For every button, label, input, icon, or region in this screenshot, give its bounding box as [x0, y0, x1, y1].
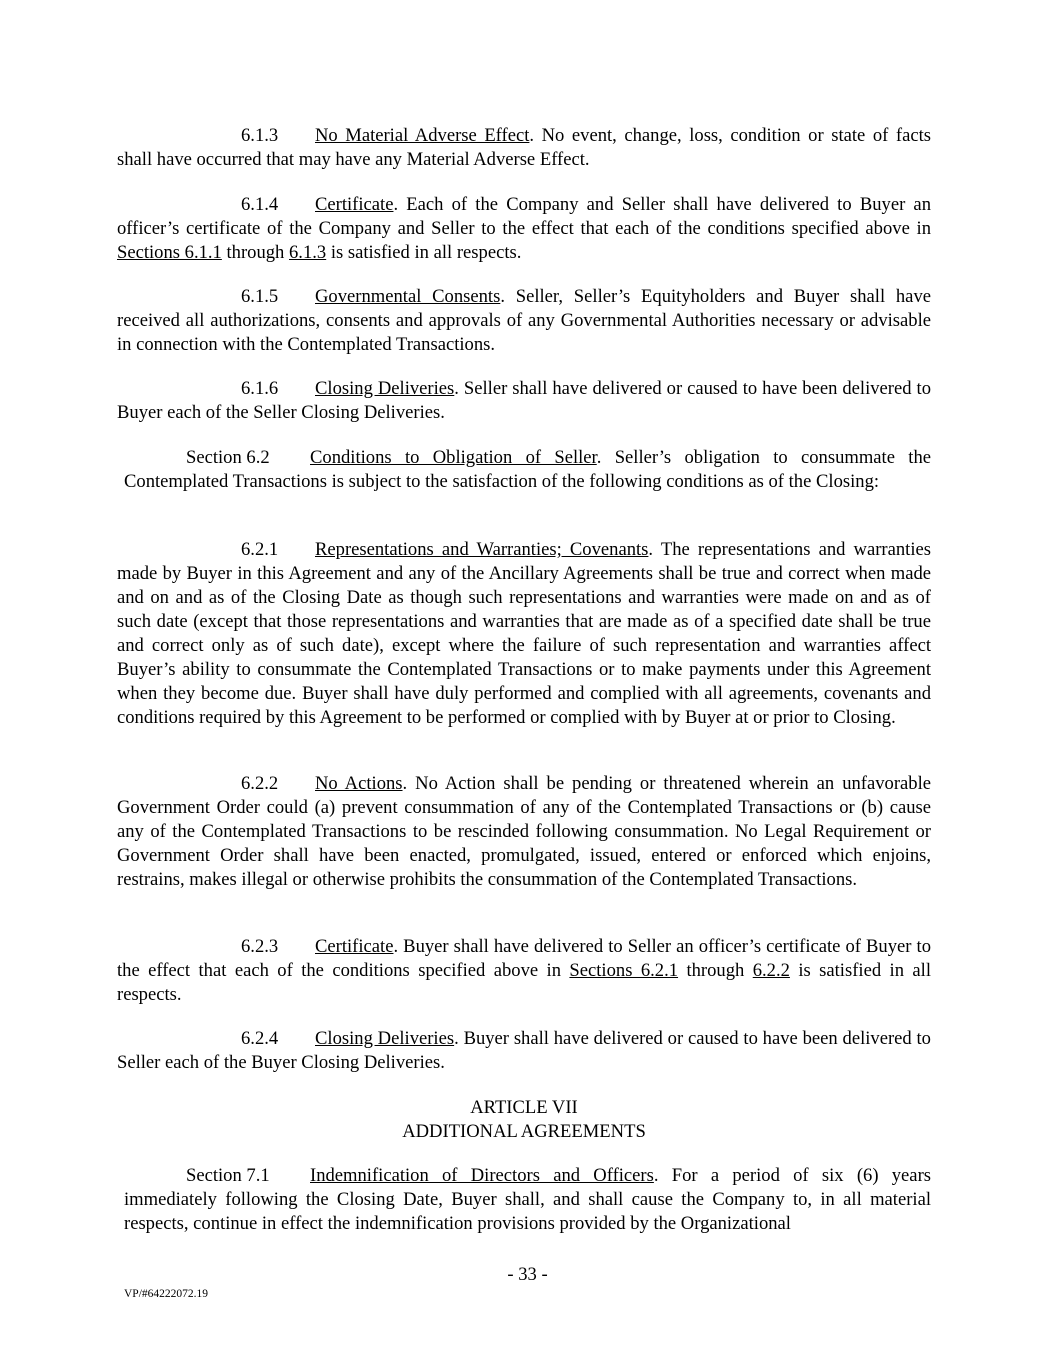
paragraph-6-2-4	[117, 1027, 931, 1075]
clause-number: 6.2.2	[241, 773, 279, 794]
section-text: . For a period of six (6) years immediately following the Closing Date, Buyer shall, and shall cause the Company to, in all material respects, continue in effect the indemnification provisions provided by the Organizational	[124, 1165, 931, 1234]
clause-heading: Representations and Warranties; Covenants	[315, 539, 649, 560]
page-number: - 33 -	[507, 1264, 548, 1285]
clause-heading: Certificate	[315, 194, 394, 215]
paragraph-6-2-2	[117, 772, 931, 892]
section-heading: Indemnification of Directors and Officers	[310, 1165, 654, 1186]
clause-text: . Each of the Company and Seller shall have delivered to Buyer an officer’s certificate of the Company and Seller to the effect that each of the conditions specified above in	[117, 194, 931, 239]
article-title: ADDITIONAL AGREEMENTS	[402, 1121, 646, 1142]
clause-text: is satisfied in all respects.	[326, 242, 522, 263]
section-7-1	[124, 1164, 931, 1236]
section-number: Section 6.2	[186, 447, 270, 468]
section-reference: 6.1.3	[289, 242, 327, 263]
clause-number: 6.2.3	[241, 936, 279, 957]
clause-heading: No Actions	[315, 773, 403, 794]
clause-number: 6.1.6	[241, 378, 279, 399]
clause-text: is satisfied in all respects.	[117, 960, 931, 1005]
section-reference: 6.2.2	[752, 960, 790, 981]
clause-text: . Seller, Seller’s Equityholders and Buyer shall have received all authorizations, consents and approvals of any Governmental Authorities necessary or advisable in connection with the Contemplated Transactions.	[117, 286, 931, 355]
section-heading: Conditions to Obligation of Seller	[310, 447, 597, 468]
clause-text: . Buyer shall have delivered to Seller an officer’s certificate of Buyer to the effect that each of the conditions specified above in	[117, 936, 931, 981]
clause-text: through	[678, 960, 753, 981]
paragraph-6-1-3	[117, 124, 931, 172]
clause-number: 6.2.4	[241, 1028, 279, 1049]
section-reference: Sections 6.1.1	[117, 242, 222, 263]
clause-heading: Closing Deliveries	[315, 378, 455, 399]
clause-heading: Governmental Consents	[315, 286, 501, 307]
section-text: . Seller’s obligation to consummate the Contemplated Transactions is subject to the satisfaction of the following conditions as of the Closing:	[124, 447, 931, 492]
clause-number: 6.1.4	[241, 194, 279, 215]
clause-heading: Closing Deliveries	[315, 1028, 455, 1049]
clause-text: through	[221, 242, 289, 263]
section-6-2	[124, 446, 931, 494]
paragraph-6-1-4	[117, 193, 931, 265]
section-number: Section 7.1	[186, 1165, 270, 1186]
paragraph-6-1-5	[117, 285, 931, 357]
clause-text: . No event, change, loss, condition or state of facts shall have occurred that may have any Material Adverse Effect.	[117, 125, 931, 170]
paragraph-6-2-3	[117, 935, 931, 1007]
clause-number: 6.2.1	[241, 539, 279, 560]
clause-heading: No Material Adverse Effect	[315, 125, 530, 146]
clause-text: . Buyer shall have delivered or caused to have been delivered to Seller each of the Buyer Closing Deliveries.	[117, 1028, 931, 1073]
paragraph-6-2-1	[117, 538, 931, 730]
clause-number: 6.1.5	[241, 286, 279, 307]
clause-text: . Seller shall have delivered or caused to have been delivered to Buyer each of the Seller Closing Deliveries.	[117, 378, 931, 423]
clause-number: 6.1.3	[241, 125, 279, 146]
clause-heading: Certificate	[315, 936, 394, 957]
clause-text: . No Action shall be pending or threatened wherein an unfavorable Government Order could (a) prevent consummation of any of the Contemplated Transactions or (b) cause any of the Contemplated Transactions to be rescinded following consummation. No Legal Requirement or Government Order shall have been enacted, promulgated, issued, entered or enforced which enjoins, restrains, makes illegal or otherwise prohibits the consummation of the Contemplated Transactions.	[117, 773, 931, 890]
document-id: VP/#64222072.19	[124, 1288, 209, 1300]
section-reference: Sections 6.2.1	[569, 960, 679, 981]
paragraph-6-1-6	[117, 377, 931, 425]
article-number: ARTICLE VII	[470, 1097, 578, 1118]
clause-text: . The representations and warranties made by Buyer in this Agreement and any of the Ancillary Agreements shall be true and correct when made and on and as of the Closing Date as though such representations and warranties were made on and as of such date (except that those representations and warranties that are made as of a specified date shall be true and correct only as of such date), except where the failure of such representation and warranties affect Buyer’s ability to consummate the Contemplated Transactions or to make payments under this Agreement when they become due. Buyer shall have duly performed and complied with all agreements, covenants and conditions required by this Agreement to be performed or complied with by Buyer at or prior to Closing.	[117, 539, 931, 728]
